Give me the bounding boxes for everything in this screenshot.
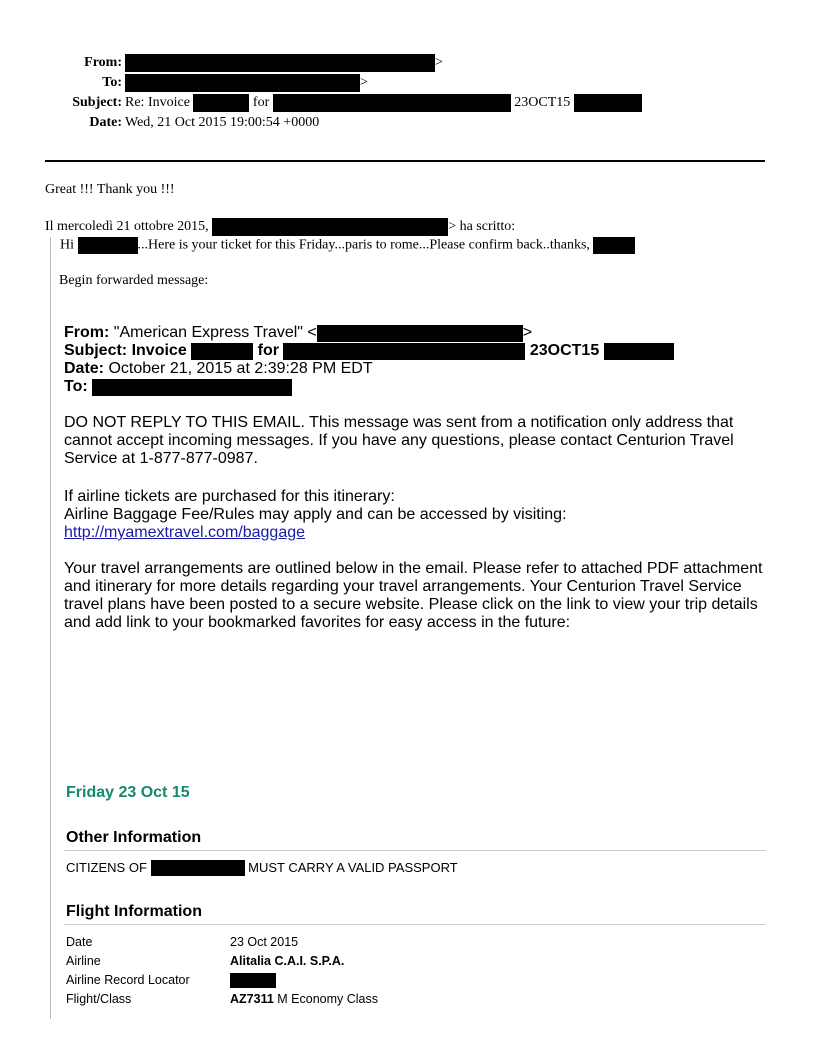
baggage-line: Airline Baggage Fee/Rules may apply and can be accessed by visiting: bbox=[64, 506, 567, 523]
section-divider bbox=[64, 850, 766, 851]
passport-notice bbox=[66, 859, 458, 876]
from-value bbox=[125, 53, 443, 73]
flight-row-value: 23 Oct 2015 bbox=[230, 935, 299, 949]
fwd-date-value: October 21, 2015 at 2:39:28 PM EDT bbox=[108, 360, 373, 377]
from-label: From: bbox=[84, 55, 122, 70]
redacted-box bbox=[78, 237, 138, 254]
redacted-box bbox=[283, 343, 525, 360]
flight-row-label: Airline Record Locator bbox=[66, 973, 190, 987]
begin-forwarded: Begin forwarded message: bbox=[59, 273, 209, 288]
to-row bbox=[0, 73, 816, 93]
section-divider bbox=[64, 924, 766, 925]
quoted-message bbox=[60, 237, 635, 254]
subject-row bbox=[0, 93, 816, 113]
redacted-box bbox=[593, 237, 635, 254]
flight-row bbox=[66, 933, 566, 952]
baggage-paragraph bbox=[64, 488, 764, 542]
flight-row-value: Alitalia C.A.I. S.P.A. bbox=[230, 954, 345, 968]
redacted-box bbox=[273, 94, 511, 112]
date-value: Wed, 21 Oct 2015 19:00:54 +0000 bbox=[125, 115, 320, 130]
fwd-subject-text: 23OCT15 bbox=[529, 342, 600, 359]
fwd-from-suffix: > bbox=[522, 324, 533, 341]
flight-row bbox=[66, 971, 566, 990]
fwd-from-row bbox=[64, 324, 764, 342]
fwd-date-label: Date: bbox=[64, 360, 105, 377]
baggage-line: If airline tickets are purchased for this itinerary: bbox=[64, 488, 395, 505]
fwd-to-label: To: bbox=[64, 378, 88, 395]
to-label: To: bbox=[102, 75, 122, 90]
flight-info-title: Flight Information bbox=[66, 903, 202, 920]
subject-value bbox=[125, 93, 642, 113]
redacted-box bbox=[193, 94, 249, 112]
redacted-box bbox=[604, 343, 674, 360]
quoted-message-text: ...Here is your ticket for this Friday...paris to rome...Please confirm back..thanks, bbox=[137, 237, 590, 253]
header-divider bbox=[45, 160, 765, 162]
quote-attribution bbox=[45, 218, 515, 236]
quote-bar bbox=[50, 237, 51, 1019]
flight-class: M Economy Class bbox=[277, 992, 378, 1007]
date-label: Date: bbox=[89, 115, 122, 130]
fwd-subject-row bbox=[64, 342, 764, 360]
flight-row-label: Flight/Class bbox=[66, 992, 132, 1006]
greeting: Hi bbox=[60, 237, 74, 253]
flight-row-value bbox=[230, 990, 378, 1009]
to-value bbox=[125, 73, 368, 93]
flight-number: AZ7311 bbox=[230, 992, 274, 1007]
redacted-box bbox=[151, 860, 245, 876]
attribution-prefix: Il mercoledì 21 ottobre 2015, bbox=[45, 219, 209, 234]
flight-row-value bbox=[230, 971, 276, 990]
date-row bbox=[0, 113, 816, 133]
redacted-box bbox=[317, 325, 523, 342]
baggage-link[interactable]: http://myamextravel.com/baggage bbox=[64, 524, 306, 541]
subject-label: Subject: bbox=[72, 95, 122, 110]
day-heading: Friday 23 Oct 15 bbox=[66, 784, 190, 801]
fwd-to-row bbox=[64, 378, 764, 396]
from-row bbox=[0, 53, 816, 73]
redacted-box bbox=[92, 379, 292, 396]
fwd-subject-label: Subject: bbox=[64, 342, 128, 359]
flight-row-label: Airline bbox=[66, 954, 101, 968]
citizens-prefix: CITIZENS OF bbox=[66, 860, 147, 876]
flight-row-label: Date bbox=[66, 935, 93, 949]
reply-text: Great !!! Thank you !!! bbox=[45, 182, 175, 197]
notice-paragraph: DO NOT REPLY TO THIS EMAIL. This message was sent from a notification only address that cannot accept incoming messages. If you have any questions, please contact Centurion Travel Service at 1-877-877-0987. bbox=[64, 414, 734, 467]
fwd-from-label: From: bbox=[64, 324, 110, 341]
redacted-box bbox=[230, 973, 276, 988]
travel-paragraph: Your travel arrangements are outlined below in the email. Please refer to attached PDF attachment and itinerary for more details regarding your travel arrangements. Your Centurion Travel Service travel plans have been posted to a secure website. Please click on the link to view your trip details and add link to your bookmarked favorites for easy access in the future: bbox=[64, 560, 763, 631]
redacted-box bbox=[574, 94, 642, 112]
fwd-subject-text: Invoice bbox=[131, 342, 187, 359]
redacted-box bbox=[212, 218, 448, 236]
other-info-title: Other Information bbox=[66, 829, 202, 846]
subject-text: Re: Invoice bbox=[125, 95, 190, 110]
to-suffix: > bbox=[360, 75, 368, 90]
fwd-date-row bbox=[64, 360, 764, 378]
from-suffix: > bbox=[435, 55, 443, 70]
fwd-from-value: "American Express Travel" < bbox=[113, 324, 317, 341]
flight-table bbox=[66, 933, 566, 1009]
subject-text: for bbox=[252, 95, 270, 110]
attribution-suffix: > ha scritto: bbox=[448, 219, 516, 234]
redacted-box bbox=[191, 343, 253, 360]
flight-row bbox=[66, 990, 566, 1009]
fwd-subject-text: for bbox=[257, 342, 279, 359]
email-header bbox=[0, 53, 816, 133]
flight-row bbox=[66, 952, 566, 971]
redacted-box bbox=[125, 74, 360, 92]
subject-text: 23OCT15 bbox=[514, 95, 571, 110]
forwarded-header bbox=[64, 324, 764, 396]
redacted-box bbox=[125, 54, 435, 72]
citizens-suffix: MUST CARRY A VALID PASSPORT bbox=[248, 860, 458, 876]
